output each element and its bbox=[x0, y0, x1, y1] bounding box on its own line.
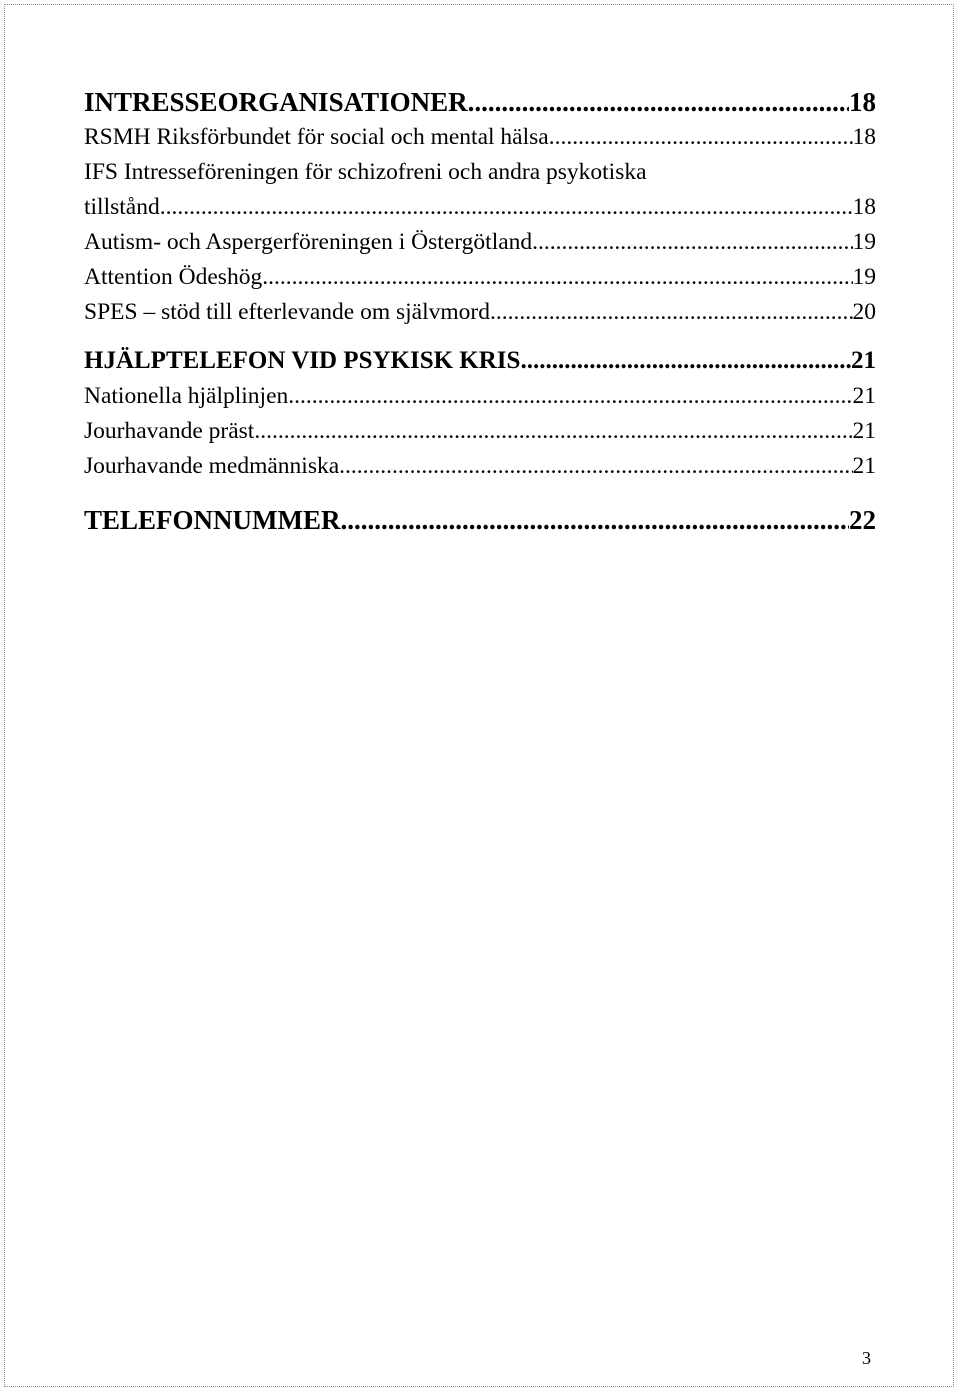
toc-leader-dots bbox=[549, 120, 853, 155]
toc-leader-dots bbox=[160, 190, 853, 225]
toc-entry-jourhavande-prast[interactable] bbox=[84, 414, 876, 449]
toc-title: Attention Ödeshög bbox=[84, 264, 263, 290]
toc-leader-dots bbox=[468, 84, 849, 120]
toc-leader-dots bbox=[341, 502, 850, 538]
toc-title: Nationella hjälplinjen bbox=[84, 383, 289, 409]
toc-entry-telefonnummer[interactable] bbox=[84, 502, 876, 538]
toc-entry-intresseorganisationer[interactable] bbox=[84, 84, 876, 120]
toc-leader-dots bbox=[532, 225, 852, 260]
toc-page-number: 19 bbox=[852, 229, 876, 255]
toc-page-number: 18 bbox=[852, 194, 876, 220]
toc-leader-dots bbox=[262, 260, 852, 295]
toc-entry-nationella-hjalplinjen[interactable] bbox=[84, 379, 876, 414]
toc-title: INTRESSEORGANISATIONER bbox=[84, 87, 468, 117]
toc-entry-autism[interactable] bbox=[84, 225, 876, 260]
toc-entry-rsmh[interactable] bbox=[84, 120, 876, 155]
toc-leader-dots bbox=[490, 295, 853, 330]
footer-page-number: 3 bbox=[862, 1348, 871, 1368]
toc-page-number: 18 bbox=[852, 124, 876, 150]
toc-title-line-2: tillstånd bbox=[84, 194, 160, 220]
toc-title: RSMH Riksförbundet för social och mental hälsa bbox=[84, 124, 549, 150]
toc-page-number: 19 bbox=[852, 264, 876, 290]
toc-title: HJÄLPTELEFON VID PSYKISK KRIS bbox=[84, 347, 521, 374]
toc-title: Autism- och Aspergerföreningen i Östergötland bbox=[84, 229, 533, 255]
toc-entry-spes[interactable] bbox=[84, 295, 876, 330]
toc-leader-dots bbox=[339, 449, 852, 484]
toc-entry-hjalptelefon[interactable] bbox=[84, 343, 876, 379]
toc-entry-jourhavande-medmanniska[interactable] bbox=[84, 449, 876, 484]
toc-page-number: 21 bbox=[852, 383, 876, 409]
table-of-contents bbox=[84, 84, 876, 538]
toc-leader-dots bbox=[254, 414, 852, 449]
toc-title: SPES – stöd till efterlevande om självmord bbox=[84, 299, 490, 325]
toc-title-line-1: IFS Intresseföreningen för schizofreni och andra psykotiska bbox=[84, 159, 647, 185]
toc-title: TELEFONNUMMER bbox=[84, 505, 341, 535]
toc-page-number: 21 bbox=[851, 347, 876, 374]
toc-entry-attention[interactable] bbox=[84, 260, 876, 295]
toc-page-number: 22 bbox=[849, 505, 876, 535]
toc-page-number: 18 bbox=[849, 87, 876, 117]
toc-page-number: 21 bbox=[852, 453, 876, 479]
toc-entry-ifs[interactable] bbox=[84, 155, 876, 225]
toc-page-number: 20 bbox=[852, 299, 876, 325]
toc-title: Jourhavande medmänniska bbox=[84, 453, 340, 479]
toc-leader-dots bbox=[288, 379, 852, 414]
toc-page-number: 21 bbox=[852, 418, 876, 444]
toc-title: Jourhavande präst bbox=[84, 418, 255, 444]
toc-leader-dots bbox=[520, 343, 851, 379]
